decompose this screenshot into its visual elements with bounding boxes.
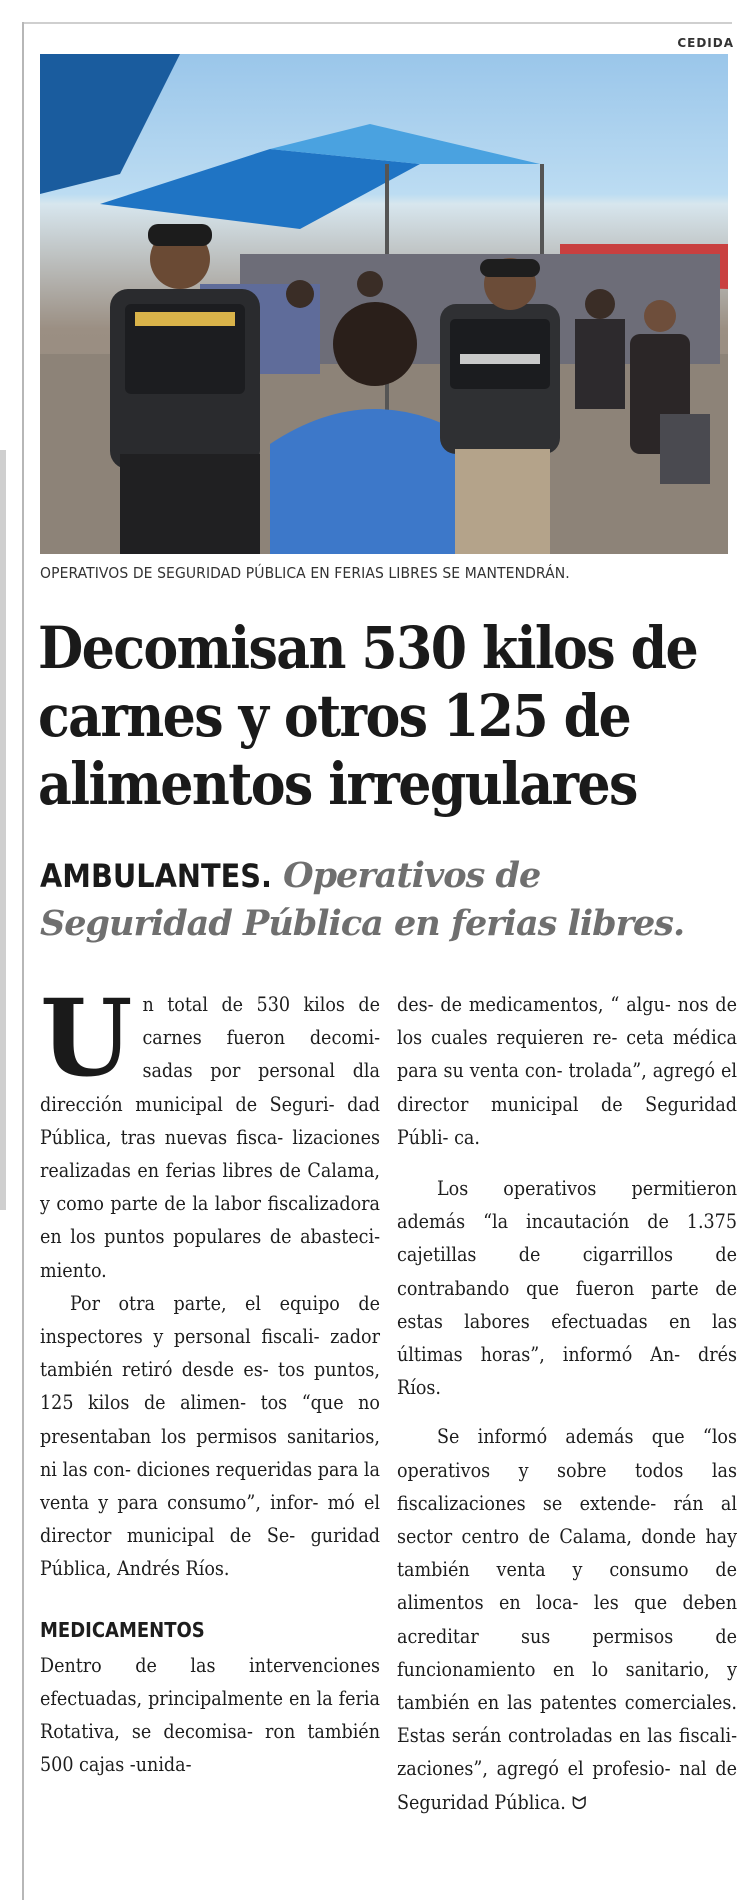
subhead: MEDICAMENTOS <box>40 1617 205 1642</box>
deck-text: Operativos de Seguridad Pública en ferias libres. <box>40 855 685 944</box>
body-paragraph: Dentro de las intervenciones efectuadas, principalmente en la feria Rotativa, se decomisa- ron también 500 cajas -unida- <box>40 1653 380 1777</box>
column-rule <box>22 22 24 1900</box>
page-edge-shadow <box>0 450 6 1210</box>
body-paragraph: Se informó además que “los operativos y sobre todos las fiscalizaciones se extende- rán al sector centro de Calama, donde hay también venta y consumo de alimentos en loca- les que deben acreditar sus permisos de funcionamiento en lo sanitario, y también en las patentes comerciales. Estas serán controladas en las fiscali- zaciones”, agregó el profesio- nal de Seguridad Pública. ᗢ <box>397 1425 738 1814</box>
headline-line-1: Decomisan 530 kilos de <box>38 614 698 682</box>
headline-line-3: alimentos irregulares <box>38 750 637 818</box>
body-paragraph: Los operativos permitieron además “la incautación de 1.375 cajetillas de cigarrillos de contrabando que fueron parte de estas labores efectuadas en las últimas horas”, informó An- drés Ríos. <box>397 1177 738 1400</box>
photo-caption: OPERATIVOS DE SEGURIDAD PÚBLICA EN FERIAS LIBRES SE MANTENDRÁN. <box>40 564 570 582</box>
headline-line-2: carnes y otros 125 de <box>38 682 631 750</box>
lead-paragraph: U n total de 530 kilos de carnes fueron decomi- sadas por personal dla dirección municipal de Seguri- dad Pública, tras nuevas fisca- lizaciones realizadas en ferias libres de Calama, y como parte de la labor fiscalizadora en los puntos populares de abasteci- miento. <box>40 975 380 1282</box>
deck-line <box>40 852 740 948</box>
article-column-right <box>397 988 737 1820</box>
section-kicker: AMBULANTES. <box>40 857 272 895</box>
news-photo <box>40 54 728 554</box>
body-paragraph: Por otra parte, el equipo de inspectores y personal fiscali- zador también retiró desde es- tos puntos, 125 kilos de alimen- tos “que no presentaban los permisos sanitarios, ni las con- diciones requeridas para la venta y para consumo”, infor- mó el director municipal de Se- guridad Pública, Andrés Ríos. <box>40 1291 381 1581</box>
end-mark-icon: ᗢ <box>571 1792 587 1814</box>
headline <box>38 614 738 818</box>
top-rule <box>22 22 732 24</box>
article-column-left <box>40 975 381 1781</box>
body-paragraph: des- de medicamentos, “ algu- nos de los cuales requieren re- ceta médica para su venta con- trolada”, agregó el director municipal de Seguridad Públi- ca. <box>397 993 738 1149</box>
photo-credit: CEDIDA <box>677 36 734 50</box>
drop-cap: U <box>40 975 133 1100</box>
